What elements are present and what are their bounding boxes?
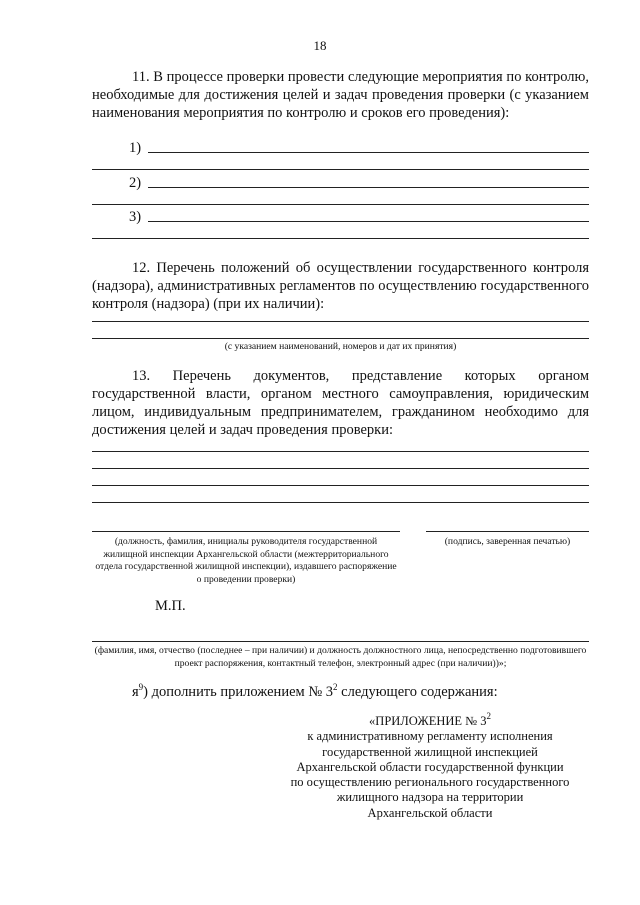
item-11-line-2-number: 2) [129, 175, 142, 191]
appendix-title [280, 711, 580, 729]
appendix-line-1: к административному регламенту исполнения [307, 729, 553, 744]
item-11-line-2b [92, 204, 589, 205]
preparer-caption: (фамилия, имя, отчество (последнее – при наличии) и должность должностного лица, непосредственно подготовившего проект распоряжения, контактный телефон, электронный адрес (при наличии))»; [94, 645, 587, 669]
amendment-prefix: я [132, 684, 139, 700]
position-caption: (должность, фамилия, инициалы руководителя государственной жилищной инспекции Архангельской области (межтерриториального отдела государственной жилищной инспекции), издавшего распоряжение о проведении проверки) [95, 536, 397, 585]
position-signature-line [92, 531, 400, 532]
amendment-body: ) дополнить приложением № 3 [143, 684, 334, 700]
page-number: 18 [313, 38, 327, 53]
item-12-line-1 [92, 321, 589, 322]
item-12-line-2 [92, 338, 589, 339]
item-11-line-3-number: 3) [129, 209, 142, 225]
item-12-paragraph: 12. Перечень положений об осуществлении государственного контроля (надзора), административных регламентов по осуществлению государственного контроля (надзора) (при их наличии): [92, 260, 589, 312]
appendix-title-sup: 2 [486, 711, 491, 721]
signature-caption: (подпись, заверенная печатью) [444, 536, 571, 547]
preparer-line [92, 641, 589, 642]
signature-line [426, 531, 589, 532]
item-12-caption: (с указанием наименований, номеров и дат их принятия) [224, 341, 457, 352]
amendment-text [132, 683, 498, 701]
appendix-title-text: «ПРИЛОЖЕНИЕ № 3 [369, 714, 487, 728]
stamp-label: М.П. [155, 598, 186, 614]
item-13-line-3 [92, 485, 589, 486]
item-11-line-1b [92, 169, 589, 170]
amendment-tail: следующего содержания: [337, 684, 498, 700]
appendix-line-3: Архангельской области государственной функции [296, 759, 564, 774]
item-13-line-4 [92, 502, 589, 503]
item-13-paragraph: 13. Перечень документов, представление которых органом государственной власти, органом местного самоуправления, юридическим лицом, индивидуальным предпринимателем, гражданином необходимо для достижения целей и задач проведения проверки: [92, 368, 589, 438]
amendment-prefix-sup: 9 [138, 682, 144, 692]
amendment-body-sup: 2 [333, 682, 338, 692]
appendix-line-6: Архангельской области [367, 805, 493, 820]
item-11-paragraph: 11. В процессе проверки провести следующие мероприятия по контролю, необходимые для достижения целей и задач проведения проверки (с указанием наименования мероприятия по контролю и сроков его проведения): [92, 69, 589, 121]
item-11-line-1 [148, 152, 589, 153]
appendix-line-5: жилищного надзора на территории [336, 790, 524, 805]
item-13-line-2 [92, 468, 589, 469]
item-11-line-1-number: 1) [129, 140, 142, 156]
appendix-line-2: государственной жилищной инспекцией [322, 744, 538, 759]
appendix-block [280, 711, 580, 821]
item-11-line-3 [148, 221, 589, 222]
appendix-line-4: по осуществлению регионального государственного [290, 775, 570, 790]
item-13-line-1 [92, 451, 589, 452]
item-11-line-2 [148, 187, 589, 188]
item-11-line-3b [92, 238, 589, 239]
